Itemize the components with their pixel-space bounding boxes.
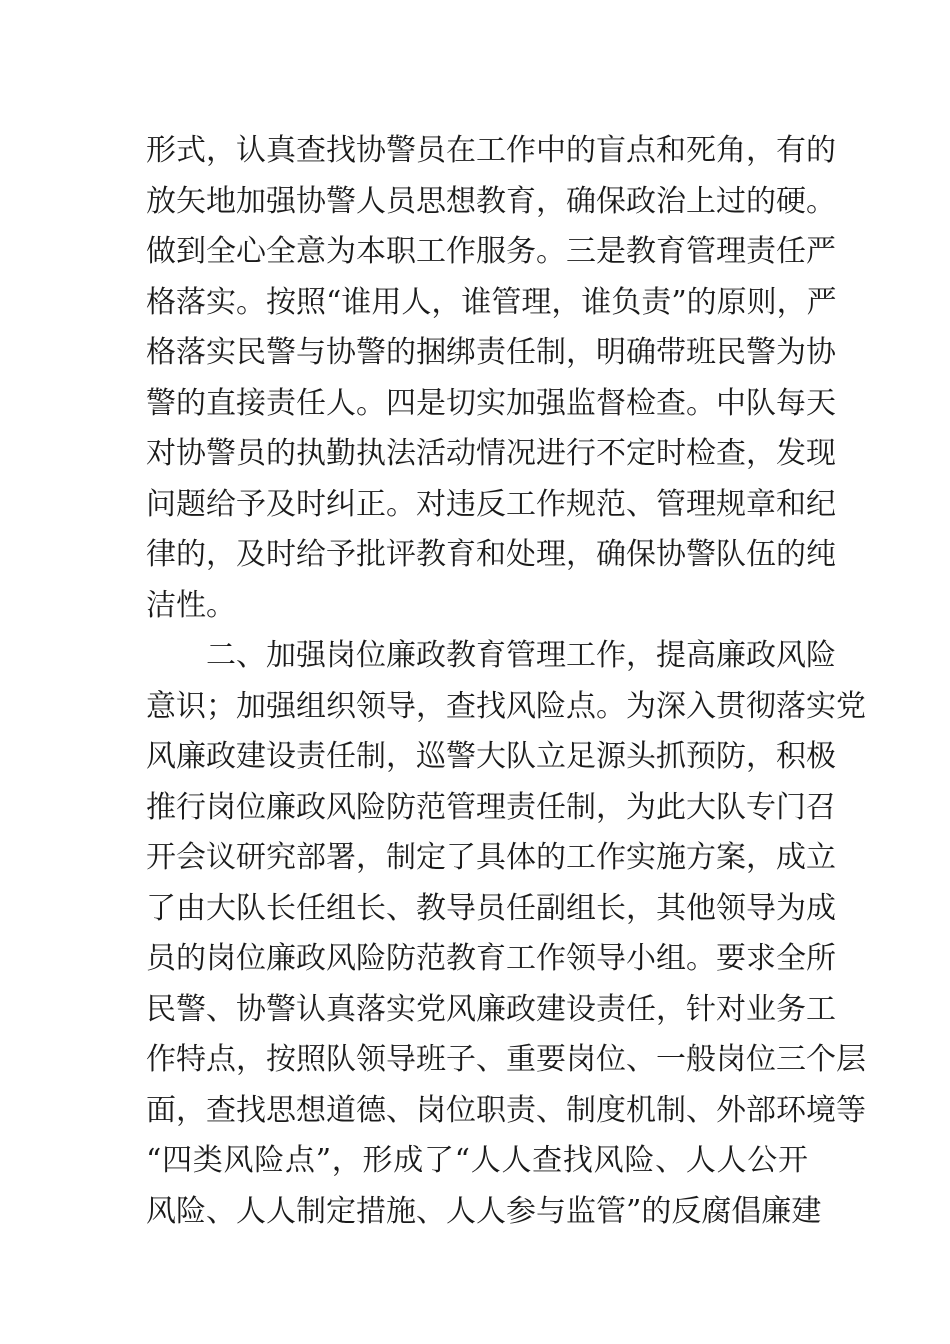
text-line: 员的岗位廉政风险防范教育工作领导小组。要求全所	[146, 941, 836, 976]
text-line: 推行岗位廉政风险防范管理责任制，为此大队专门召	[146, 789, 836, 825]
text-line: 形式，认真查找协警员在工作中的盲点和死角，有的	[146, 133, 836, 168]
text-line: 律的，及时给予批评教育和处理，确保协警队伍的纯	[146, 537, 836, 572]
text-line: 风险、人人制定措施、人人参与监管”的反腐倡廉建	[146, 1193, 822, 1229]
text-line: 洁性。	[146, 587, 236, 623]
text-line: 了由大队长任组长、教导员任副组长，其他领导为成	[146, 890, 836, 926]
text-line: 格落实。按照“谁用人，谁管理，谁负责”的原则，严	[146, 284, 837, 320]
text-line: 民警、协警认真落实党风廉政建设责任，针对业务工	[146, 991, 836, 1027]
text-line: 放矢地加强协警人员思想教育，确保政治上过的硬。	[146, 183, 836, 219]
text-line: 风廉政建设责任制，巡警大队立足源头抓预防，积极	[146, 739, 836, 774]
text-line: 警的直接责任人。四是切实加强监督检查。中队每天	[146, 385, 836, 421]
text-line: 对协警员的执勤执法活动情况进行不定时检查，发现	[146, 436, 836, 471]
text-line: 二、加强岗位廉政教育管理工作，提高廉政风险	[206, 638, 836, 673]
text-line: 作特点，按照队领导班子、重要岗位、一般岗位三个层	[146, 1042, 866, 1077]
text-line: 格落实民警与协警的捆绑责任制，明确带班民警为协	[146, 335, 836, 370]
text-line: 做到全心全意为本职工作服务。三是教育管理责任严	[146, 234, 836, 269]
text-line: 开会议研究部署，制定了具体的工作实施方案，成立	[146, 840, 836, 875]
text-line: 面，查找思想道德、岗位职责、制度机制、外部环境等	[146, 1092, 866, 1128]
text-line: “四类风险点”，形成了“人人查找风险、人人公开	[146, 1143, 808, 1178]
body-text	[146, 126, 866, 1237]
text-line: 意识；加强组织领导，查找风险点。为深入贯彻落实党	[146, 688, 866, 724]
text-line: 问题给予及时纠正。对违反工作规范、管理规章和纪	[146, 486, 836, 522]
